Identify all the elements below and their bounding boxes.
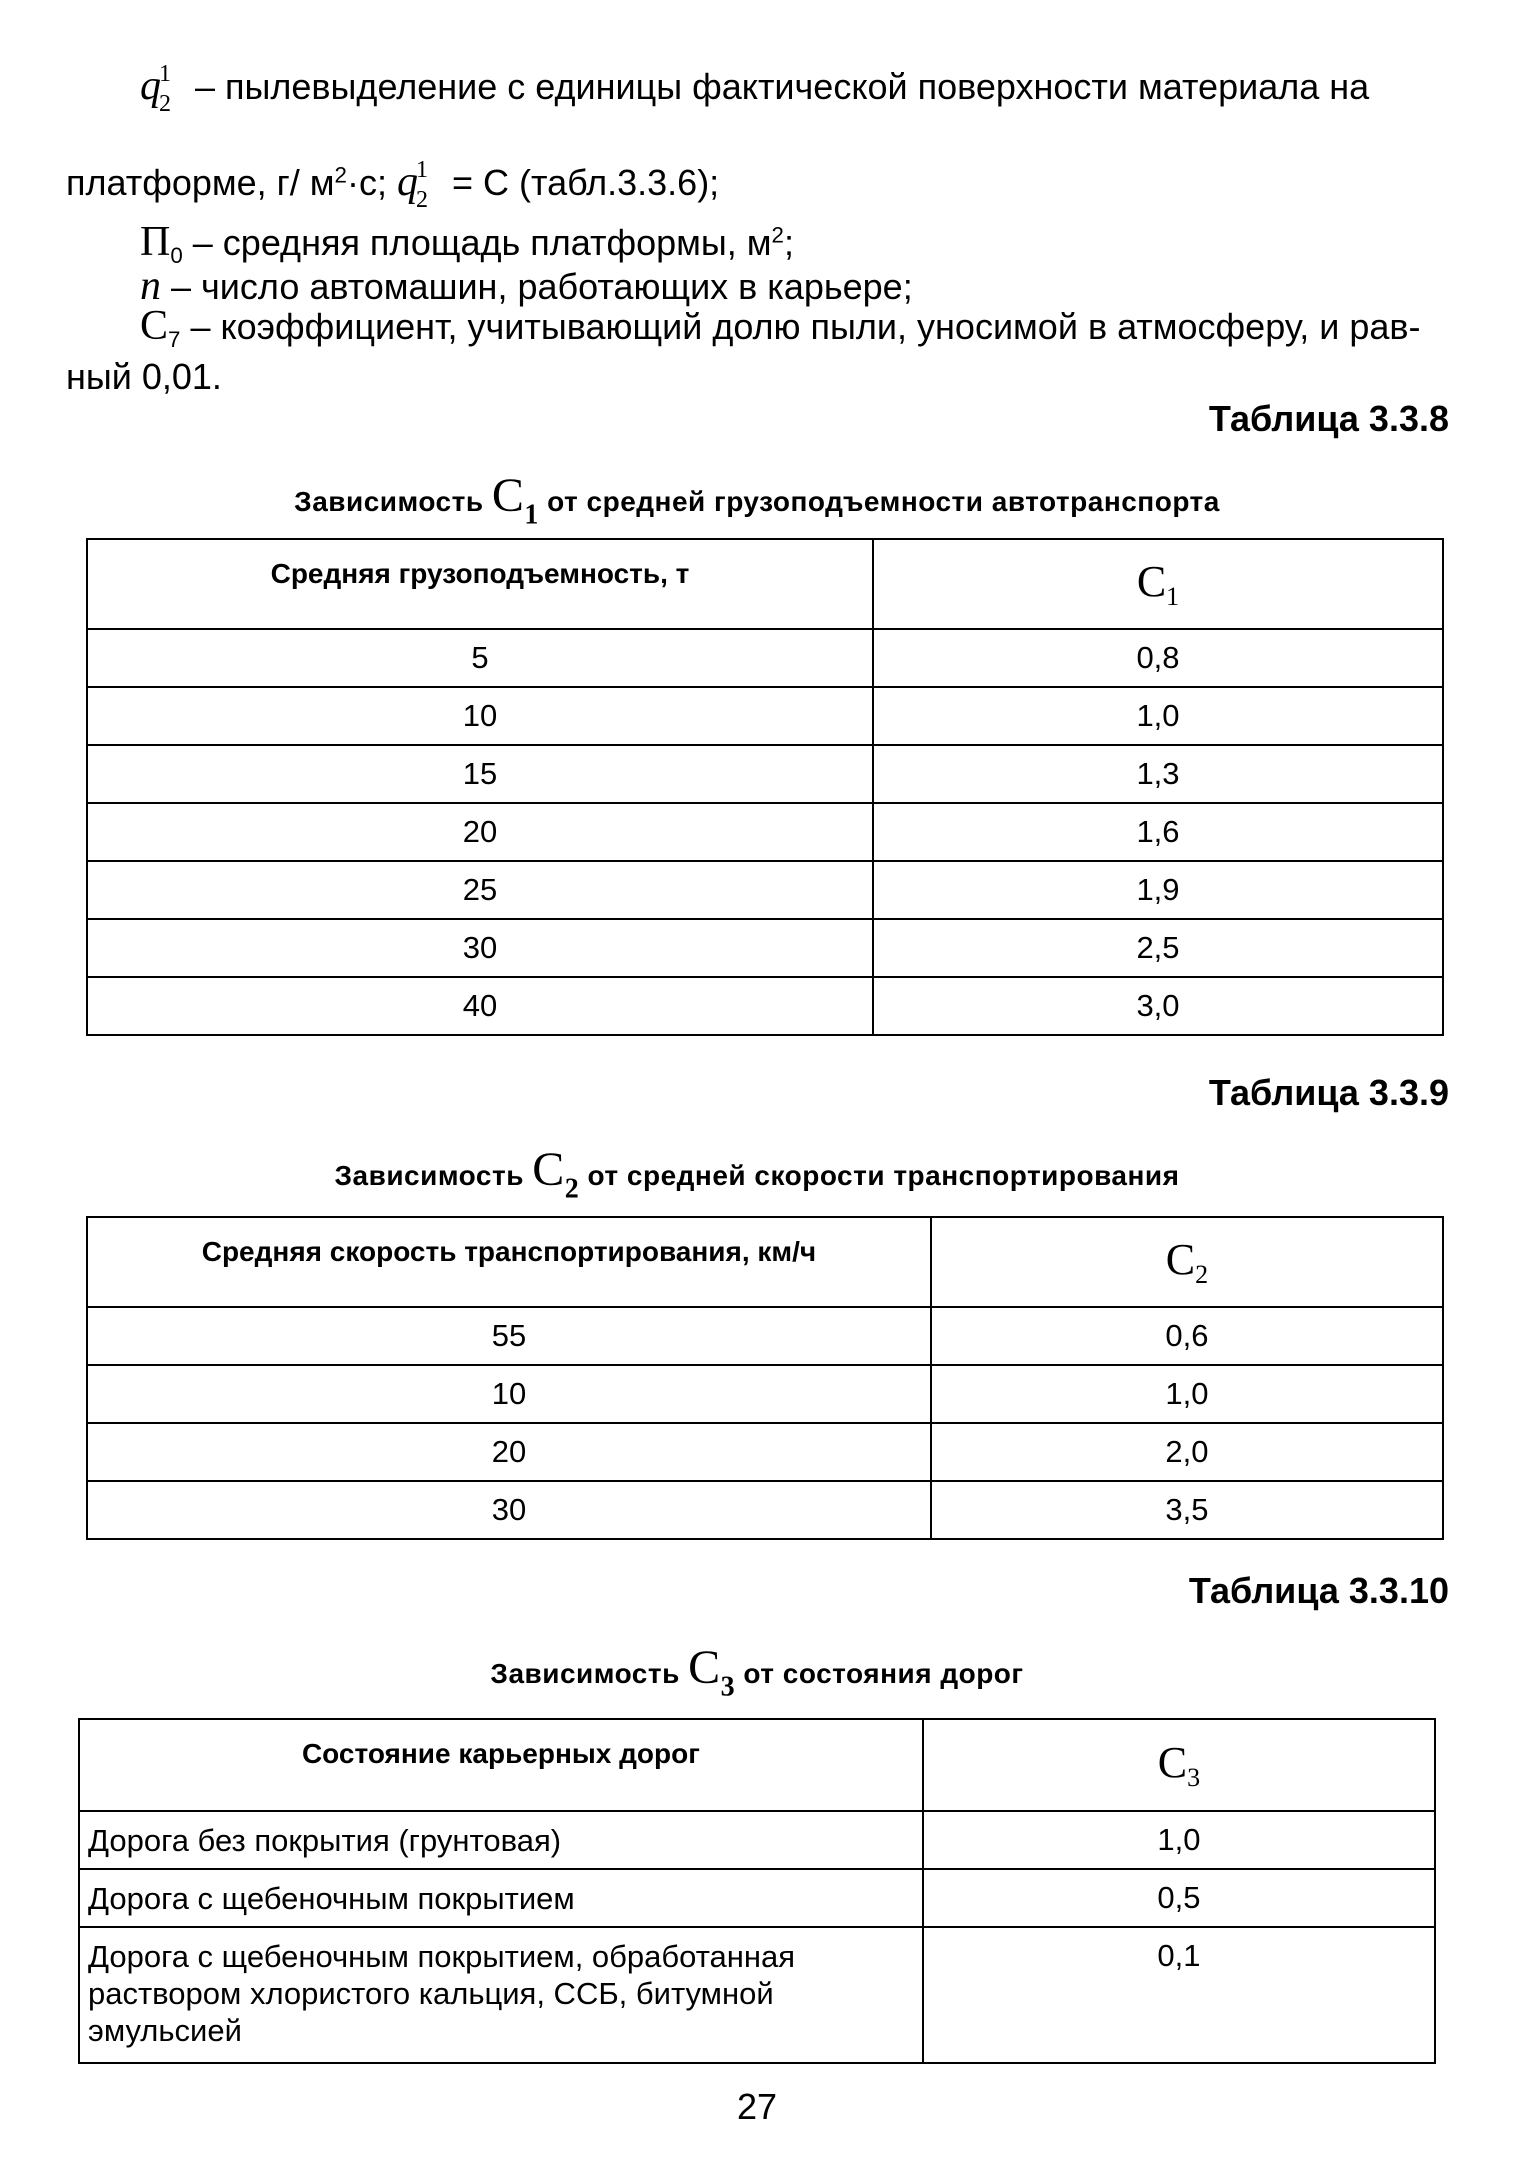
table1-cell-capacity: 25 <box>87 861 873 919</box>
table3-cell-c3: 0,1 <box>923 1927 1435 2063</box>
q-subscript-2: 2 <box>415 187 428 213</box>
table2-cell-c2: 1,0 <box>931 1365 1443 1423</box>
table2-title-sub: 2 <box>564 1173 580 1205</box>
table2-title-pre: Зависимость <box>334 1160 524 1191</box>
table2-cell-speed: 55 <box>87 1307 931 1365</box>
table3-cell-road: Дорога с щебеночным покрытием, обработанная раствором хлористого кальция, ССБ, битумной эмульсией <box>79 1927 923 2063</box>
n-symbol: n <box>140 263 161 309</box>
table-row <box>87 1307 1443 1365</box>
table2-cell-c2: 3,5 <box>931 1481 1443 1539</box>
table1-col2-header: $С_1$ <box>873 539 1443 629</box>
table2 <box>86 1216 1444 1540</box>
table2-cell-c2: 2,0 <box>931 1423 1443 1481</box>
table1-cell-capacity: 5 <box>87 629 873 687</box>
q-superscript-2: 1 <box>415 157 428 183</box>
table2-col2-header: $С_2$ <box>931 1217 1443 1307</box>
p0-definition-line <box>140 218 794 268</box>
table3-cell-road: Дорога с щебеночным покрытием <box>79 1869 923 1927</box>
c7-text-2: ный 0,01. <box>66 356 222 397</box>
p0-symbol: П <box>140 219 171 265</box>
units-prefix: платформе, г/ м <box>66 162 335 203</box>
table2-header-row <box>87 1217 1443 1307</box>
table1-cell-c1: 1,3 <box>873 745 1443 803</box>
table-row <box>79 1927 1435 2063</box>
table2-cell-speed: 10 <box>87 1365 931 1423</box>
table2-title-symbol: С <box>532 1143 565 1196</box>
c7-text: – коэффициент, учитывающий долю пыли, уносимой в атмосферу, и рав- <box>190 306 1421 347</box>
q-subscript: 2 <box>159 91 171 117</box>
table-row <box>87 629 1443 687</box>
table3-title-pre: Зависимость <box>490 1658 680 1689</box>
page-number: 27 <box>736 2086 778 2127</box>
units-suffix: = С (табл.3.3.6); <box>452 162 720 203</box>
q-superscript: 1 <box>159 61 171 87</box>
q2-definition-text: – пылевыделение с единицы фактической поверхности материала на <box>195 66 1370 107</box>
table3-title-symbol: С <box>688 1641 721 1694</box>
table-row <box>87 861 1443 919</box>
table3-cell-road: Дорога без покрытия (грунтовая) <box>79 1811 923 1869</box>
table1-cell-c1: 3,0 <box>873 977 1443 1035</box>
table1-cell-c1: 1,6 <box>873 803 1443 861</box>
table2-cell-speed: 30 <box>87 1481 931 1539</box>
table3-title-post: от состояния дорог <box>743 1658 1024 1689</box>
table-row <box>87 1365 1443 1423</box>
table1-cell-c1: 2,5 <box>873 919 1443 977</box>
table2-col1-header: Средняя скорость транспортирования, км/ч <box>87 1217 931 1307</box>
table1-caption: Таблица 3.3.8 <box>1208 398 1449 439</box>
table1-cell-capacity: 15 <box>87 745 873 803</box>
table1-cell-capacity: 20 <box>87 803 873 861</box>
table1-title-post: от средней грузоподъемности автотранспорта <box>547 486 1220 517</box>
q-symbol-2: q <box>396 159 418 205</box>
table1-cell-capacity: 40 <box>87 977 873 1035</box>
table2-caption: Таблица 3.3.9 <box>1208 1072 1449 1113</box>
q-symbol: q <box>140 63 161 109</box>
units-mid: ·с; <box>346 162 387 203</box>
c7-definition-line <box>140 302 1420 352</box>
table-row <box>79 1811 1435 1869</box>
table1-cell-c1: 0,8 <box>873 629 1443 687</box>
p0-subscript: 0 <box>170 242 183 268</box>
table3-cell-c3: 0,5 <box>923 1869 1435 1927</box>
c7-continuation-line <box>66 356 222 397</box>
c7-symbol: С <box>140 303 169 349</box>
table1-cell-capacity: 30 <box>87 919 873 977</box>
table1-title-sub: 1 <box>524 499 539 531</box>
table2-title-post: от средней скорости транспортирования <box>587 1160 1180 1191</box>
table1-title-symbol: С <box>491 469 525 522</box>
table-row <box>87 919 1443 977</box>
table1-cell-c1: 1,0 <box>873 687 1443 745</box>
table3-header-row <box>79 1719 1435 1811</box>
c7-subscript: 7 <box>168 326 181 352</box>
table3-col2-header: $С_3$ <box>923 1719 1435 1811</box>
table1-col1-header: Средняя грузоподъемность, т <box>87 539 873 629</box>
q2-definition-line <box>140 61 1370 117</box>
table-row <box>87 687 1443 745</box>
q2-units-line <box>66 157 720 213</box>
table-row <box>87 745 1443 803</box>
n-text: – число автомашин, работающих в карьере; <box>171 266 913 307</box>
table-row <box>87 803 1443 861</box>
table-row <box>79 1869 1435 1927</box>
table-row <box>87 1423 1443 1481</box>
table2-cell-c2: 0,6 <box>931 1307 1443 1365</box>
table1-header-row <box>87 539 1443 629</box>
table3-cell-c3: 1,0 <box>923 1811 1435 1869</box>
table-row <box>87 1481 1443 1539</box>
table3 <box>78 1718 1436 2064</box>
p0-text: – средняя площадь платформы, м <box>192 222 772 263</box>
table1-title <box>0 468 1514 532</box>
table1-cell-capacity: 10 <box>87 687 873 745</box>
table1 <box>86 538 1444 1036</box>
table2-title <box>0 1142 1514 1206</box>
table1-title-pre: Зависимость <box>294 486 484 517</box>
table1-cell-c1: 1,9 <box>873 861 1443 919</box>
units-sup: 2 <box>334 162 347 188</box>
table3-caption: Таблица 3.3.10 <box>1188 1570 1449 1611</box>
table3-title <box>0 1640 1514 1704</box>
table3-col1-header: Состояние карьерных дорог <box>79 1719 923 1811</box>
table-row <box>87 977 1443 1035</box>
table3-title-sub: 3 <box>720 1671 736 1703</box>
p0-sup: 2 <box>771 222 784 248</box>
p0-end: ; <box>783 222 794 263</box>
table2-cell-speed: 20 <box>87 1423 931 1481</box>
